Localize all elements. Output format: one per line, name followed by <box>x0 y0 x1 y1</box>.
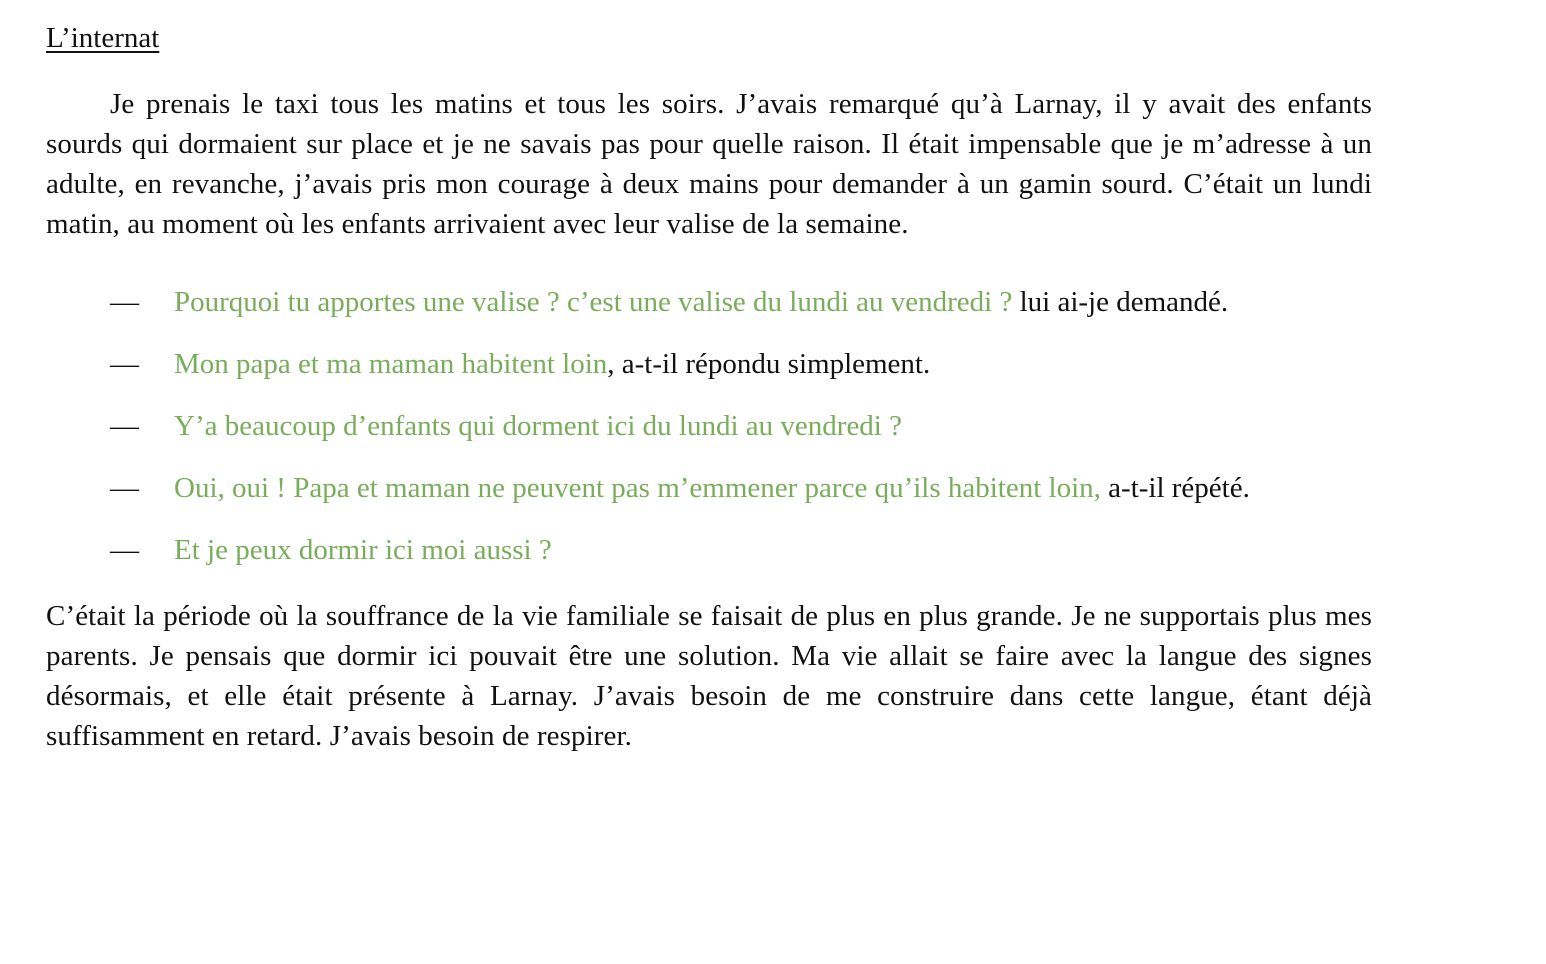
dialogue-narration: lui ai-je demandé. <box>1012 286 1229 318</box>
dialogue-text <box>174 344 1372 384</box>
dialogue-dash: — <box>110 472 139 504</box>
conclusion-paragraph: C’était la période où la souffrance de la vie familiale se faisait de plus en plus grande. Je ne supportais plus mes parents. Je pensais que dormir ici pouvait être une solution. Ma vie allait se faire avec la langue des signes désormais, et elle était présente à Larnay. J’avais besoin de me construire dans cette langue, étant déjà suffisamment en retard. J’avais besoin de respirer. <box>46 600 1372 752</box>
dialogue-text <box>174 406 1372 446</box>
dialogue-speech: Pourquoi tu apportes une valise ? c’est une valise du lundi au vendredi ? <box>174 286 1013 318</box>
dialogue-text <box>174 282 1372 322</box>
dialogue-list <box>46 282 1372 570</box>
dialogue-narration: a-t-il répété. <box>1100 472 1250 504</box>
dialogue-dash: — <box>110 410 139 442</box>
dialogue-text <box>174 530 1372 570</box>
dialogue-narration: , a-t-il répondu simplement. <box>607 348 931 380</box>
dialogue-speech: Oui, oui ! Papa et maman ne peuvent pas m’emmener parce qu’ils habitent loin, <box>174 472 1101 504</box>
dialogue-dash: — <box>110 286 139 318</box>
dialogue-speech: Y’a beaucoup d’enfants qui dorment ici du lundi au vendredi ? <box>174 410 902 442</box>
dialogue-line <box>46 468 1372 508</box>
dialogue-line <box>46 282 1372 322</box>
dialogue-speech: Mon papa et ma maman habitent loin <box>174 348 608 380</box>
dialogue-speech: Et je peux dormir ici moi aussi ? <box>174 534 552 566</box>
dialogue-line <box>46 406 1372 446</box>
dialogue-line <box>46 344 1372 384</box>
dialogue-line <box>46 530 1372 570</box>
intro-paragraph: Je prenais le taxi tous les matins et tous les soirs. J’avais remarqué qu’à Larnay, il y avait des enfants sourds qui dormaient sur place et je ne savais pas pour quelle raison. Il était impensable que je m’adresse à un adulte, en revanche, j’avais pris mon courage à deux mains pour demander à un gamin sourd. C’était un lundi matin, au moment où les enfants arrivaient avec leur valise de la semaine. <box>46 88 1372 240</box>
section-title: L’internat <box>46 22 160 54</box>
dialogue-dash: — <box>110 348 139 380</box>
document-page <box>46 18 1372 756</box>
dialogue-text <box>174 468 1372 508</box>
dialogue-dash: — <box>110 534 139 566</box>
